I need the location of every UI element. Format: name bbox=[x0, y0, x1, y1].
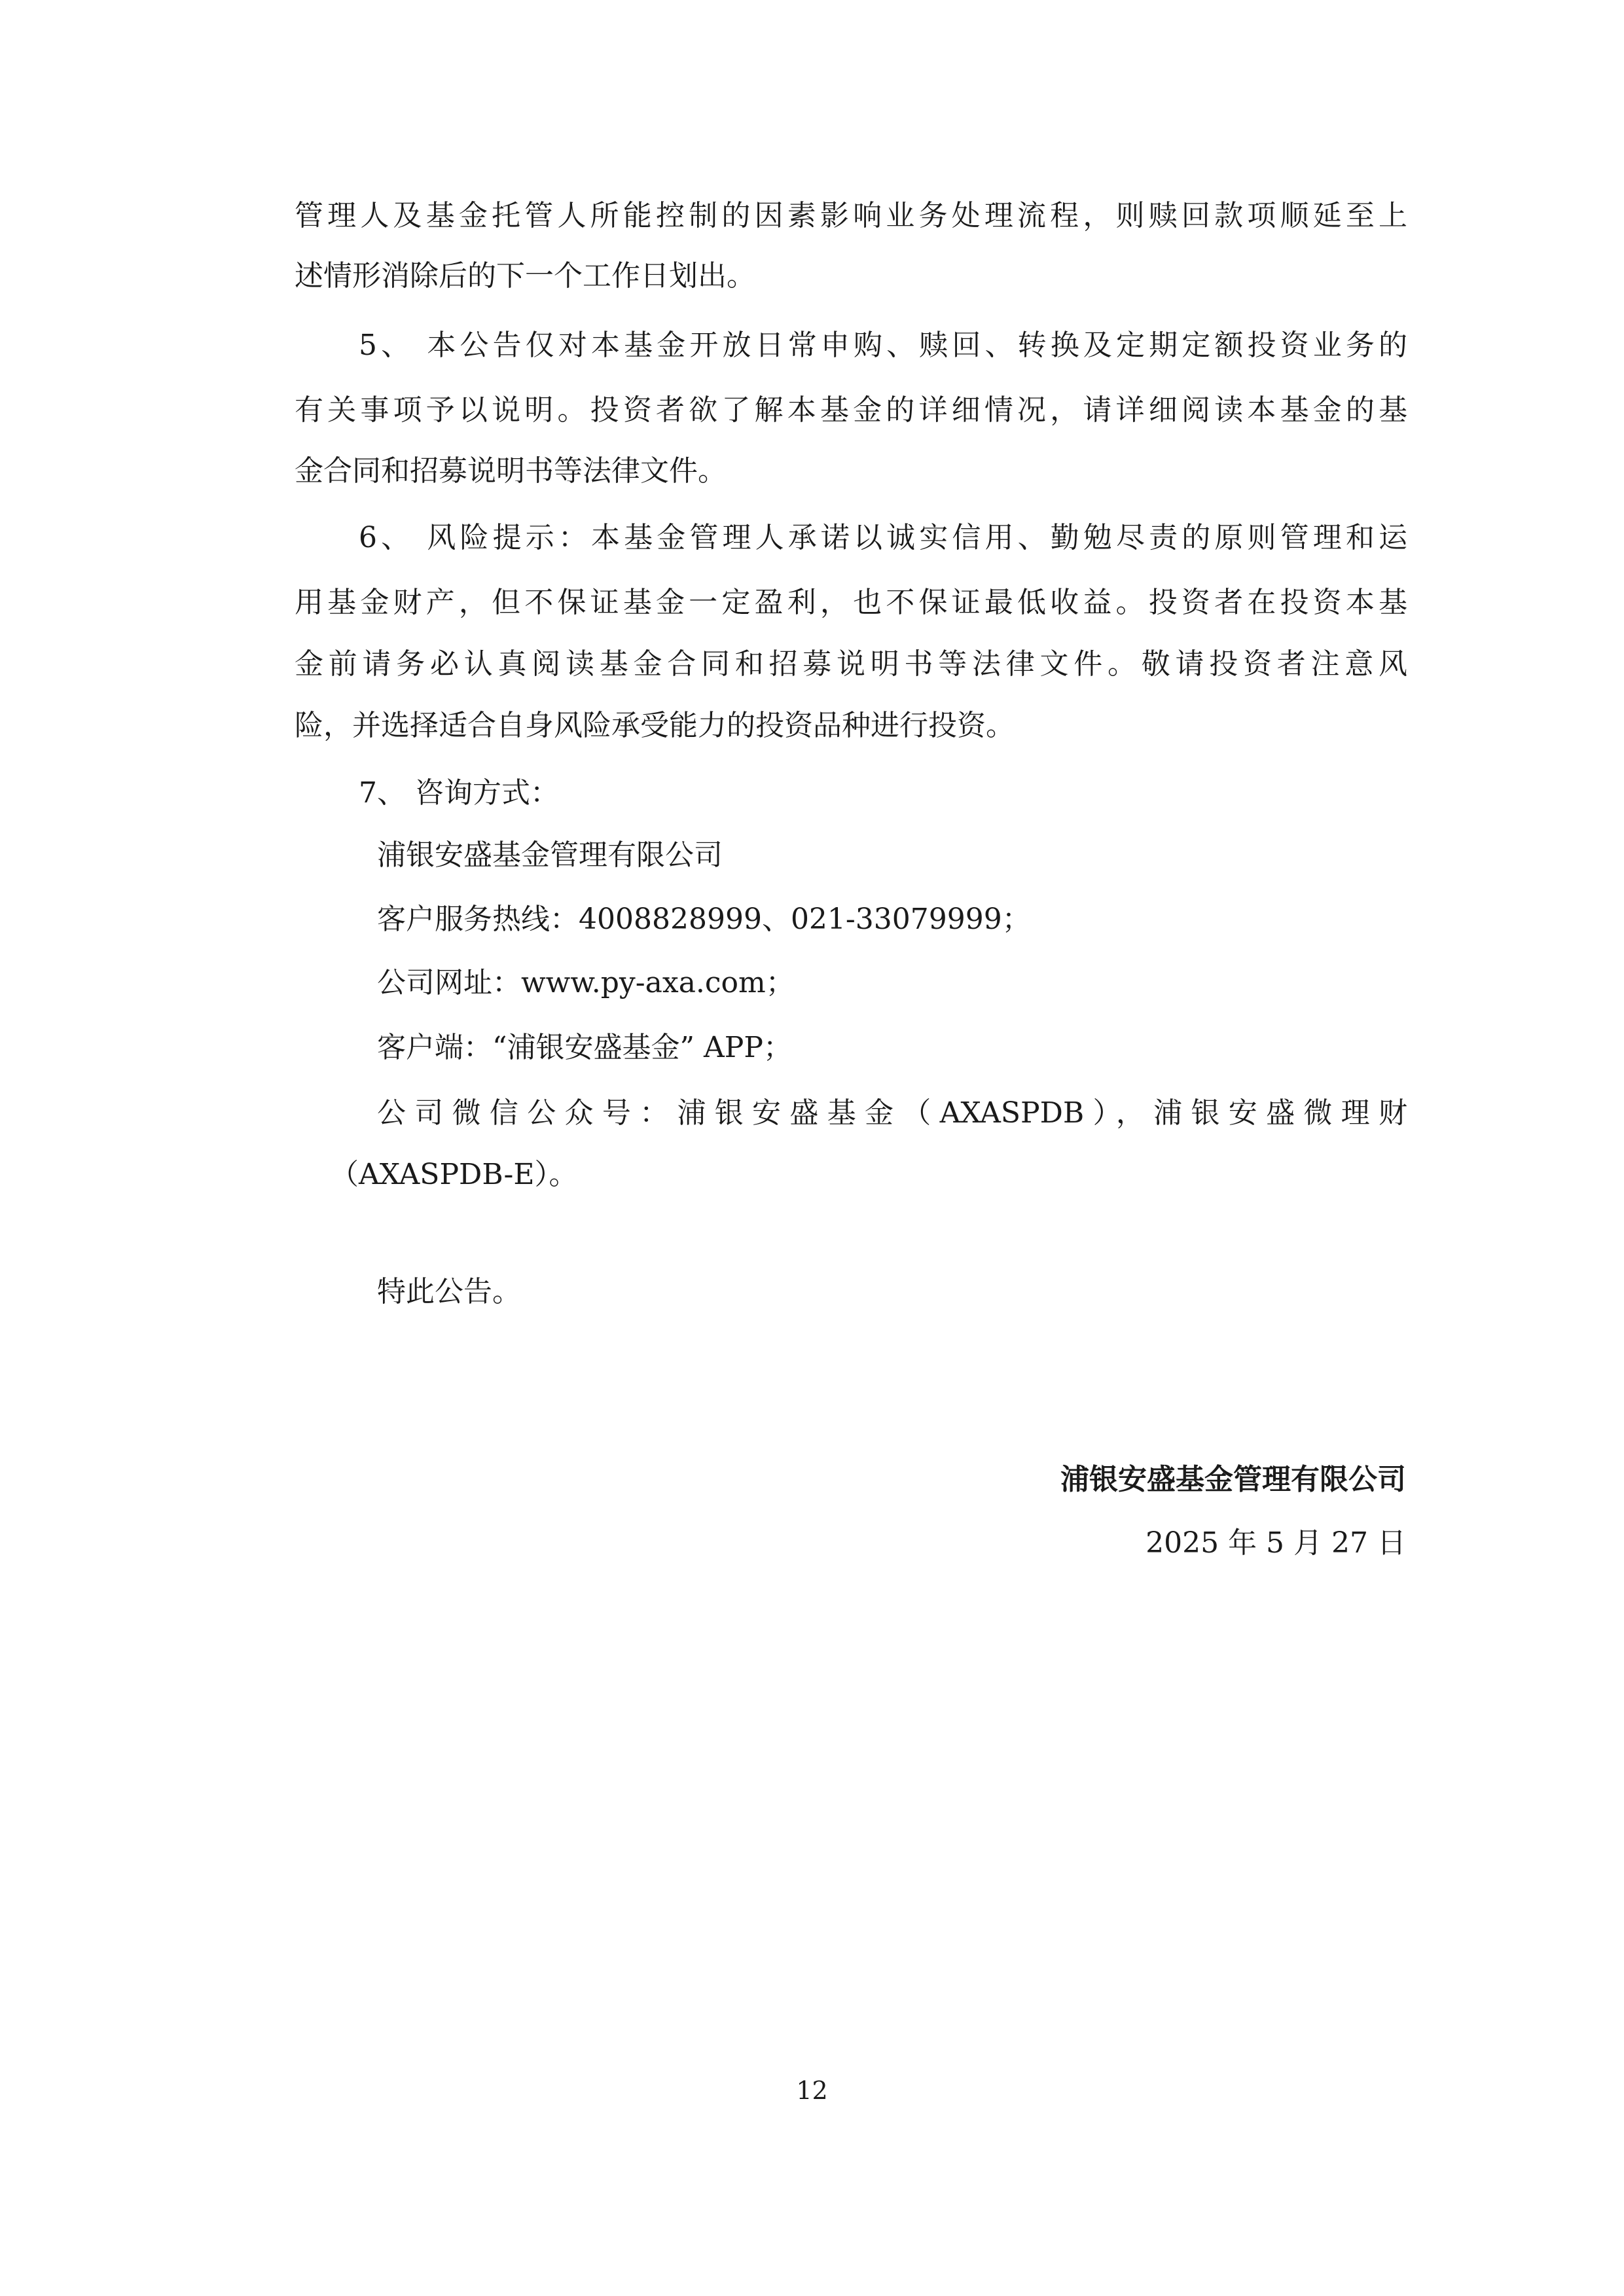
paragraph-line: 险，并选择适合自身风险承受能力的投资品种进行投资。 bbox=[295, 709, 1015, 742]
contact-heading: 7、 咨询方式： bbox=[359, 776, 559, 810]
page-number: 12 bbox=[796, 2076, 828, 2105]
contact-website: 公司网址：www.py-axa.com； bbox=[377, 966, 795, 999]
paragraph-line: 6、 风险提示：本基金管理人承诺以诚实信用、勤勉尽责的原则管理和运 bbox=[359, 521, 1407, 554]
contact-wechat: 公司微信公众号：浦银安盛基金（AXASPDB），浦银安盛微理财 bbox=[377, 1096, 1407, 1130]
closing-statement: 特此公告。 bbox=[377, 1275, 521, 1308]
contact-app: 客户端：“浦银安盛基金” APP； bbox=[377, 1031, 792, 1064]
paragraph-line: 有关事项予以说明。投资者欲了解本基金的详细情况，请详细阅读本基金的基 bbox=[295, 393, 1407, 427]
contact-hotline: 客户服务热线：4008828999、021-33079999； bbox=[377, 903, 1031, 936]
signature-company: 浦银安盛基金管理有限公司 bbox=[1060, 1463, 1406, 1496]
paragraph-line: 述情形消除后的下一个工作日划出。 bbox=[295, 259, 755, 293]
paragraph-line: 用基金财产，但不保证基金一定盈利，也不保证最低收益。投资者在投资本基 bbox=[295, 586, 1407, 619]
paragraph-line: 金合同和招募说明书等法律文件。 bbox=[295, 454, 727, 488]
contact-company: 浦银安盛基金管理有限公司 bbox=[377, 838, 723, 872]
contact-wechat-cont: （AXASPDB-E）。 bbox=[330, 1158, 578, 1191]
paragraph-line: 金前请务必认真阅读基金合同和招募说明书等法律文件。敬请投资者注意风 bbox=[295, 647, 1407, 681]
paragraph-line: 5、 本公告仅对本基金开放日常申购、赎回、转换及定期定额投资业务的 bbox=[359, 329, 1407, 362]
signature-date: 2025 年 5 月 27 日 bbox=[1146, 1526, 1406, 1560]
paragraph-line: 管理人及基金托管人所能控制的因素影响业务处理流程，则赎回款项顺延至上 bbox=[295, 199, 1407, 232]
